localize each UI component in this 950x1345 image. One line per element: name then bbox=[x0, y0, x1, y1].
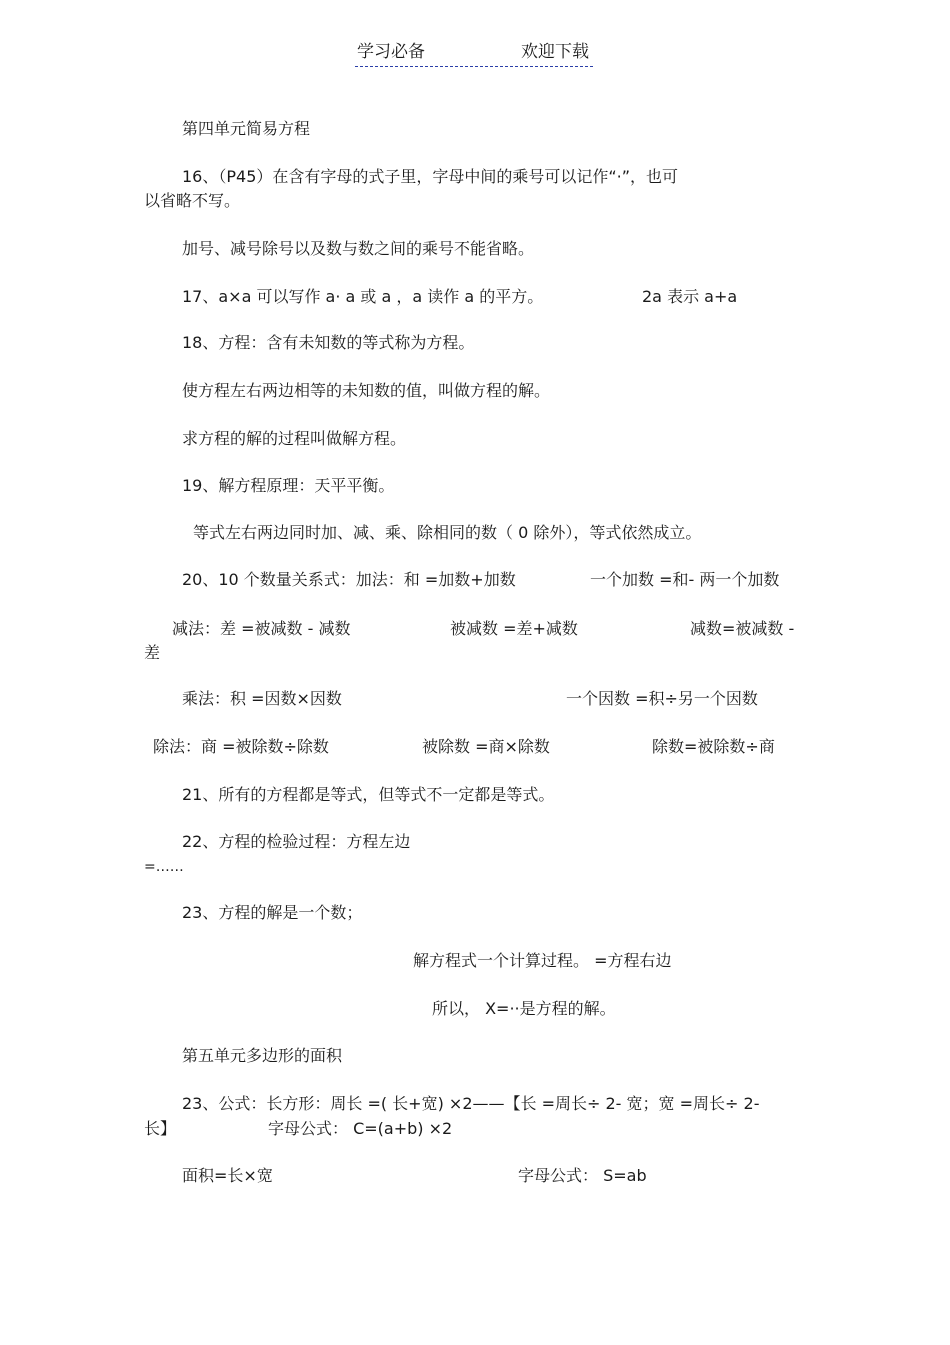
item16-line1: 16、（P45）在含有字母的式子里，字母中间的乘号可以记作“·”，也可 bbox=[182, 167, 679, 186]
unit5-formula-line2: 长】 bbox=[144, 1119, 177, 1138]
item16-note: 加号、减号除号以及数与数之间的乘号不能省略。 bbox=[182, 239, 535, 258]
unit5-area-letter-formula: 字母公式： S=ab bbox=[518, 1166, 647, 1185]
item20-factor: 一个因数 =积÷另一个因数 bbox=[566, 689, 758, 708]
item20-addend: 一个加数 =和- 两一个加数 bbox=[590, 570, 780, 589]
page-header bbox=[355, 40, 593, 67]
item20-multiplication: 乘法：积 =因数×因数 bbox=[182, 689, 342, 708]
item19-principle: 19、解方程原理：天平平衡。 bbox=[182, 476, 395, 495]
unit5-formula-line1: 23、公式：长方形：周长 =( 长+宽) ×2——【长 =周长÷ 2- 宽；宽 =周长÷ 2- bbox=[182, 1094, 760, 1113]
item23-line3: 所以， X=··是方程的解。 bbox=[432, 999, 616, 1018]
unit5-area-formula: 面积=长×宽 bbox=[182, 1166, 273, 1185]
item18-solving: 求方程的解的过程叫做解方程。 bbox=[182, 429, 407, 448]
unit5-title: 第五单元多边形的面积 bbox=[182, 1046, 343, 1065]
unit5-perimeter-letter-formula: 字母公式： C=(a+b) ×2 bbox=[268, 1119, 453, 1138]
item20-subtrahend-cont: 差 bbox=[144, 643, 161, 662]
item20-division: 除法：商 =被除数÷除数 bbox=[153, 737, 329, 756]
item20-minuend: 被减数 =差+减数 bbox=[450, 619, 578, 638]
item16-line2: 以省略不写。 bbox=[144, 191, 241, 210]
item18-solution: 使方程左右两边相等的未知数的值，叫做方程的解。 bbox=[182, 381, 551, 400]
item18-definition: 18、方程：含有未知数的等式称为方程。 bbox=[182, 333, 475, 352]
item22-line2: =…… bbox=[144, 859, 184, 875]
header-right-text: 欢迎下载 bbox=[521, 42, 589, 62]
item17-text: 17、a×a 可以写作 a· a 或 a ，a 读作 a 的平方。 bbox=[182, 287, 544, 306]
header-left-text: 学习必备 bbox=[357, 42, 425, 62]
item20-subtrahend: 减数=被减数 - bbox=[690, 619, 795, 638]
item20-subtraction: 减法：差 =被减数 - 减数 bbox=[172, 619, 351, 638]
item20-divisor: 除数=被除数÷商 bbox=[652, 737, 775, 756]
item19-rule: 等式左右两边同时加、减、乘、除相同的数（ 0 除外），等式依然成立。 bbox=[193, 523, 702, 542]
item23-line1: 23、方程的解是一个数； bbox=[182, 903, 363, 922]
item17-aside: 2a 表示 a+a bbox=[642, 287, 738, 306]
item22-line1: 22、方程的检验过程：方程左边 bbox=[182, 832, 411, 851]
item20-addition: 20、10 个数量关系式：加法：和 =加数+加数 bbox=[182, 570, 516, 589]
item23-line2: 解方程式一个计算过程。 =方程右边 bbox=[413, 951, 672, 970]
item21-text: 21、所有的方程都是等式，但等式不一定都是等式。 bbox=[182, 785, 555, 804]
unit4-title: 第四单元简易方程 bbox=[182, 119, 311, 138]
item20-dividend: 被除数 =商×除数 bbox=[422, 737, 550, 756]
